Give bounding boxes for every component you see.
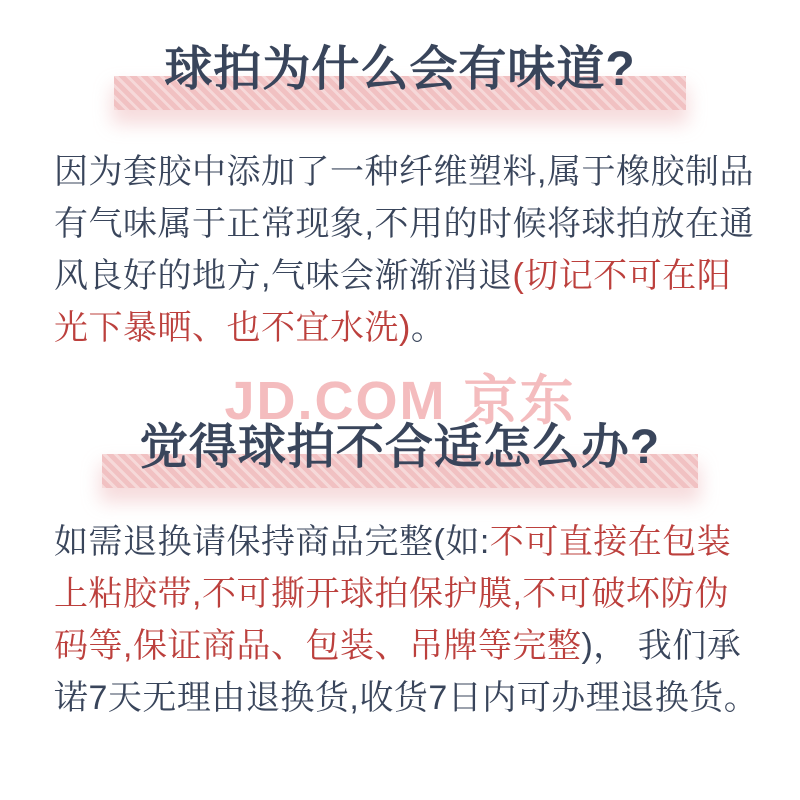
text-line [54, 620, 766, 672]
section2-heading [102, 418, 698, 478]
text-segment-red: 码等,保证商品、包装、吊牌等完整 [54, 627, 582, 665]
section2-heading-row [0, 418, 800, 478]
text-line [54, 672, 766, 724]
text-segment-navy: 因为套胶中添加了一种纤维塑料,属于橡胶制品 [54, 153, 754, 191]
jd-watermark: JD.COM 京东 [224, 371, 576, 431]
section1-heading-row [0, 40, 800, 100]
text-line [54, 198, 766, 250]
section2-paragraph [54, 516, 766, 724]
section1-paragraph [54, 146, 766, 354]
text-segment-navy: 如需退换请保持商品完整(如: [54, 523, 490, 561]
text-line [54, 250, 766, 302]
text-line [54, 302, 766, 354]
text-line [54, 568, 766, 620]
text-segment-navy: 诺7天无理由退换货,收货7日内可办理退换货。 [54, 679, 759, 717]
text-segment-navy: 有气味属于正常现象,不用的时候将球拍放在通 [54, 205, 754, 243]
section1-heading [114, 40, 685, 100]
section2-heading-text: 觉得球拍不合适怎么办? [139, 421, 661, 474]
section1-heading-text: 球拍为什么会有味道? [164, 43, 636, 96]
text-segment-navy: )， 我们承 [581, 627, 742, 665]
text-segment-navy: 风良好的地方,气味会渐渐消退 [54, 257, 513, 295]
text-segment-red: 上粘胶带,不可撕开球拍保护膜,不可破坏防伪 [54, 575, 730, 613]
text-segment-red: 不可直接在包装 [489, 523, 732, 561]
text-segment-red: (切记不可在阳 [512, 257, 732, 295]
text-segment-navy: 。 [410, 309, 446, 347]
text-segment-red: 光下暴晒、也不宜水洗) [54, 309, 411, 347]
text-line [54, 516, 766, 568]
text-line [54, 146, 766, 198]
